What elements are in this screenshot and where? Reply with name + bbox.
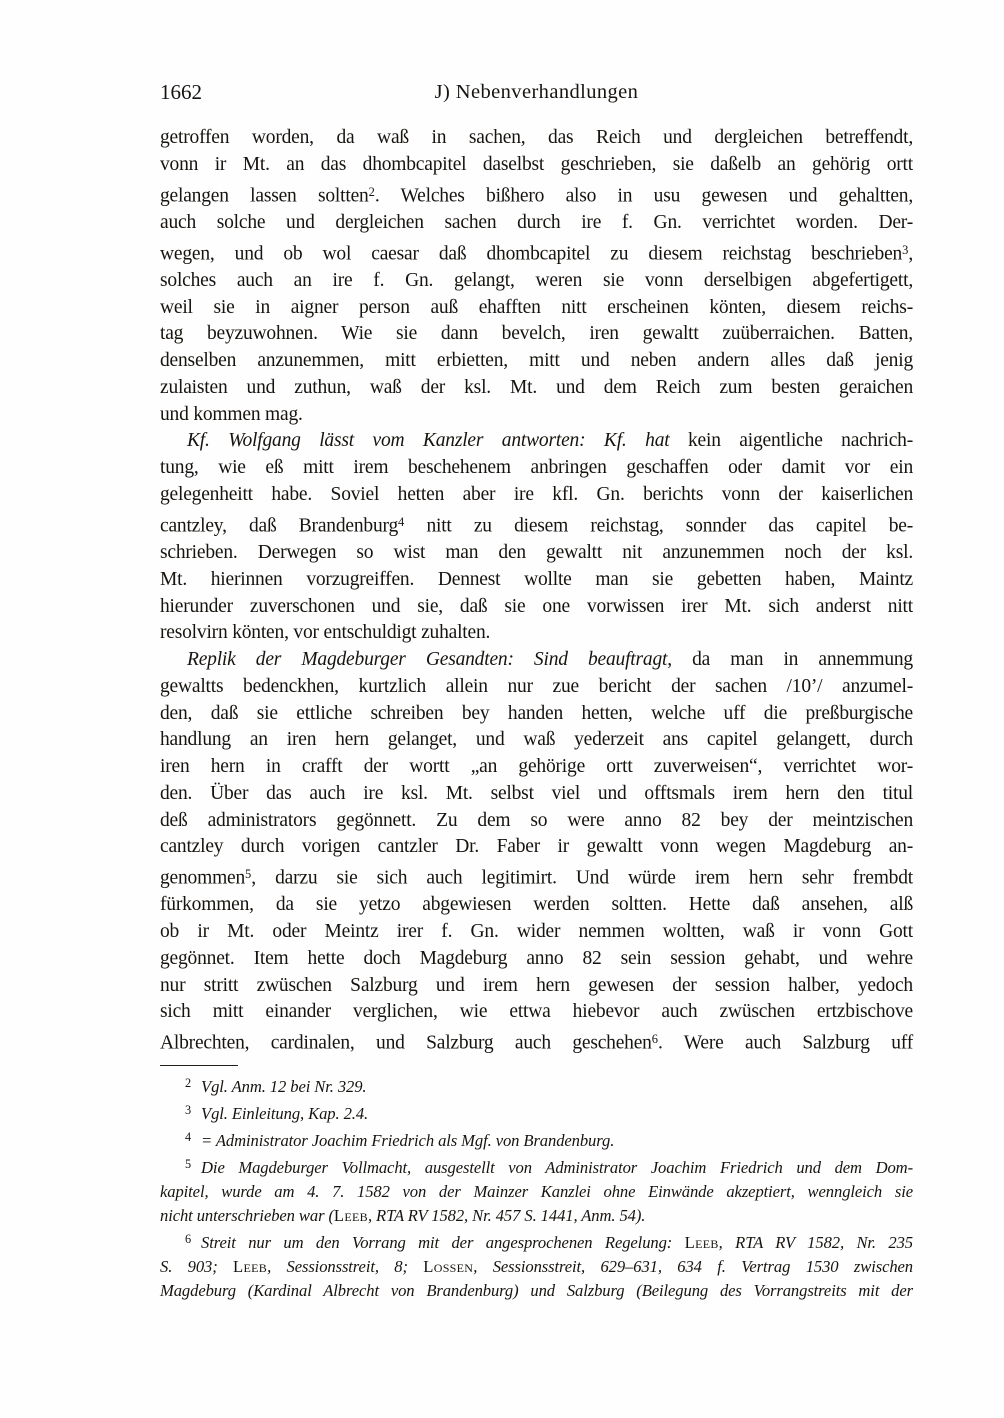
text-line [160, 834, 913, 861]
text-segment: resolvirn könten, vor entschuldigt zuhalten. [160, 622, 491, 644]
text-line [160, 268, 913, 295]
text-segment: Lossen [423, 1256, 474, 1276]
text-line [160, 919, 913, 946]
text-line [160, 892, 913, 919]
text-line [160, 647, 913, 674]
text-segment: hierunder zuverschonen und sie, daß sie one vorwissen irer Mt. sich anderst nitt [160, 595, 913, 617]
text-segment: cantzley, daß Brandenburg [160, 515, 398, 537]
text-line [160, 237, 913, 268]
footnote [160, 1153, 913, 1228]
text-line [160, 455, 913, 482]
text-segment: den, daß sie ettliche schreiben bey handen hetten, welche uff die preßburgische [160, 702, 913, 724]
text-line [160, 754, 913, 781]
text-line [160, 727, 913, 754]
footnote-line [160, 1153, 913, 1180]
text-segment: nur stritt zwüschen Salzburg und irem hern gewesen der session halber, yedoch [160, 974, 913, 996]
text-segment: Magdeburg (Kardinal Albrecht von Brandenburg) und Salzburg (Beilegung des Vorrangstreits mit der [160, 1280, 913, 1300]
text-line [160, 482, 913, 509]
text-segment: genommen [160, 867, 246, 889]
text-segment: Vgl. Einleitung, Kap. 2.4. [201, 1103, 369, 1123]
text-segment: Leeb [684, 1232, 719, 1252]
footnote [160, 1228, 913, 1303]
text-segment: cantzley durch vorigen cantzler Dr. Faber ir gewaltt vonn wegen Magdeburg an- [160, 836, 913, 858]
footnote-ref: 5 [245, 867, 252, 882]
text-line [160, 375, 913, 402]
text-segment: nicht unterschrieben war ( [160, 1205, 334, 1225]
paragraph [160, 647, 913, 1057]
text-segment: Replik der Magdeburger Gesandten: Sind beauftragt [187, 649, 668, 671]
footnote-number: 4 [185, 1129, 192, 1144]
footnote-number: 6 [185, 1231, 192, 1246]
footnote-ref: 4 [398, 514, 405, 529]
text-segment: nitt zu diesem reichstag, sonnder das capitel be- [404, 515, 914, 537]
text-segment: . Welches bißhero also in usu gewesen und gehaltten, [374, 185, 914, 207]
text-segment: Leeb [233, 1256, 268, 1276]
text-segment: Albrechten, cardinalen, und Salzburg auch geschehen [160, 1032, 652, 1054]
text-segment: fürkommen, da sie yetzo abgewiesen werden soltten. Hette daß ansehen, alß [160, 894, 913, 916]
text-segment: und kommen mag. [160, 403, 303, 425]
text-line [160, 402, 913, 429]
text-segment: handlung an iren hern gelanget, und waß yederzeit ans capitel gelangett, durch [160, 729, 913, 751]
text-line [160, 861, 913, 892]
text-line [160, 701, 913, 728]
text-segment: weil sie in aigner person auß ehafften nitt erscheinen könten, diesem reichs- [160, 296, 913, 318]
text-segment: S. 903; [160, 1256, 234, 1276]
text-segment: kapitel, wurde am 4. 7. 1582 von der Mainzer Kanzlei ohne Einwände akzeptiert, wenngleich sie [160, 1181, 913, 1201]
text-line [160, 946, 913, 973]
text-line [160, 808, 913, 835]
text-segment: gelegenheitt habe. Soviel hetten aber ire kfl. Gn. berichts vonn der kaiserlichen [160, 483, 913, 505]
text-segment: zulaisten und zuthun, waß der ksl. Mt. und dem Reich zum besten geraichen [160, 376, 913, 398]
text-line [160, 348, 913, 375]
text-segment: gegönnet. Item hette doch Magdeburg anno 82 sein session gehabt, und wehre [160, 947, 913, 969]
footnote-line [160, 1228, 913, 1255]
text-segment: Leeb [333, 1205, 368, 1225]
text-segment: sich mitt einander verglichen, wie ettwa hiebevor auch zwüschen ertzbischove [160, 1001, 913, 1023]
text-segment: denselben anzunemmen, mitt erbietten, mitt und neben andern alles daß jenig [160, 350, 913, 372]
text-segment: . Were auch Salzburg uff [657, 1032, 913, 1054]
footnote-line [160, 1180, 913, 1204]
footnote-line [160, 1279, 913, 1303]
text-line [160, 540, 913, 567]
running-head: J) Nebenverhandlungen [434, 81, 639, 103]
text-segment: Mt. hierinnen vorzugreiffen. Dennest wollte man sie gebetten haben, Maintz [160, 568, 913, 590]
text-line [160, 428, 913, 455]
text-segment: Kf. Wolfgang lässt vom Kanzler antworten: Kf. hat [187, 430, 670, 452]
footnote-number: 5 [185, 1156, 192, 1171]
text-block [160, 79, 913, 1302]
text-segment: , [908, 243, 913, 265]
text-line [160, 674, 913, 701]
text-segment: deß administrators gegönnett. Zu dem so were anno 82 bey der meintzischen [160, 809, 913, 831]
text-segment: auch solche und dergleichen sachen durch ire f. Gn. verrichtet worden. Der- [160, 211, 913, 233]
text-line [160, 509, 913, 540]
footnote-line [160, 1255, 913, 1279]
text-segment: schrieben. Derwegen so wist man den gewaltt nit anzunemmen noch der ksl. [160, 542, 913, 564]
text-line [160, 125, 913, 152]
footnote [160, 1072, 913, 1099]
text-segment: Streit nur um den Vorrang mit der angesprochenen Regelung: [201, 1232, 685, 1252]
text-segment: = Administrator Joachim Friedrich als Mgf. von Brandenburg. [201, 1130, 615, 1150]
text-segment: , RTA RV 1582, Nr. 235 [718, 1232, 914, 1252]
text-line [160, 973, 913, 1000]
text-line [160, 1026, 913, 1057]
text-segment: Die Magdeburger Vollmacht, ausgestellt von Administrator Joachim Friedrich und dem Dom- [201, 1157, 913, 1177]
text-segment: tung, wie eß mitt irem beschehenem anbringen geschaffen oder damit vor ein [160, 457, 913, 479]
text-segment: kein aigentliche nachrich- [669, 430, 913, 452]
text-segment: gelangen lassen soltten [160, 185, 369, 207]
text-line [160, 781, 913, 808]
text-segment: iren hern in crafft der wortt „an gehörige ortt zuverweisen“, verrichtet wor- [160, 756, 913, 778]
footnote-separator [160, 1065, 238, 1066]
page-number: 1662 [160, 80, 202, 104]
text-segment: ob ir Mt. oder Meintz irer f. Gn. wider nemmen woltten, waß ir vonn Gott [160, 921, 913, 943]
footnote-line [160, 1099, 913, 1126]
main-text [160, 125, 913, 1058]
footnote-ref: 2 [368, 184, 375, 199]
footnote-line [160, 1126, 913, 1153]
text-segment: , darzu sie sich auch legitimirt. Und würde irem hern sehr frembdt [251, 867, 913, 889]
text-segment: gewaltts bedenckhen, kurtzlich allein nur zue bericht der sachen /10’/ anzumel- [160, 675, 913, 697]
text-segment: den. Über das auch ire ksl. Mt. selbst viel und offtsmals irem hern den titul [160, 782, 913, 804]
text-line [160, 210, 913, 237]
text-segment: , Sessionsstreit, 629–631, 634 f. Vertrag 1530 zwischen [473, 1256, 913, 1276]
text-line [160, 999, 913, 1026]
footnote-number: 2 [185, 1075, 192, 1090]
footnote-line [160, 1072, 913, 1099]
text-line [160, 594, 913, 621]
text-segment: Vgl. Anm. 12 bei Nr. 329. [201, 1076, 367, 1096]
paragraph [160, 428, 913, 647]
text-line [160, 179, 913, 210]
footnote-ref: 3 [902, 242, 909, 257]
text-segment: solches auch an ire f. Gn. gelangt, weren sie vonn derselbigen abgefertigett, [160, 269, 913, 291]
footnote-number: 3 [185, 1102, 192, 1117]
text-line [160, 620, 913, 647]
text-segment: vonn ir Mt. an das dhombcapitel daselbst geschrieben, sie daßelb an gehörig ortt [160, 153, 913, 175]
text-line [160, 321, 913, 348]
text-segment: wegen, und ob wol caesar daß dhombcapitel zu diesem reichstag beschrieben [160, 243, 903, 265]
text-segment: tag beyzuwohnen. Wie sie dann bevelch, iren gewaltt zuüberraichen. Batten, [160, 323, 913, 345]
text-segment: , RTA RV 1582, Nr. 457 S. 1441, Anm. 54). [367, 1205, 646, 1225]
footnote-line [160, 1204, 913, 1228]
text-segment: getroffen worden, da waß in sachen, das Reich und dergleichen betreffendt, [160, 127, 913, 148]
text-line [160, 295, 913, 322]
footnote-ref: 6 [651, 1032, 658, 1047]
text-line [160, 152, 913, 179]
footnotes-list [160, 1072, 913, 1303]
text-line [160, 567, 913, 594]
page-header [160, 79, 913, 106]
footnote [160, 1099, 913, 1126]
paragraph [160, 125, 913, 428]
text-segment: , Sessionsstreit, 8; [267, 1256, 424, 1276]
text-segment: , da man in annemmung [667, 649, 913, 671]
footnote [160, 1126, 913, 1153]
